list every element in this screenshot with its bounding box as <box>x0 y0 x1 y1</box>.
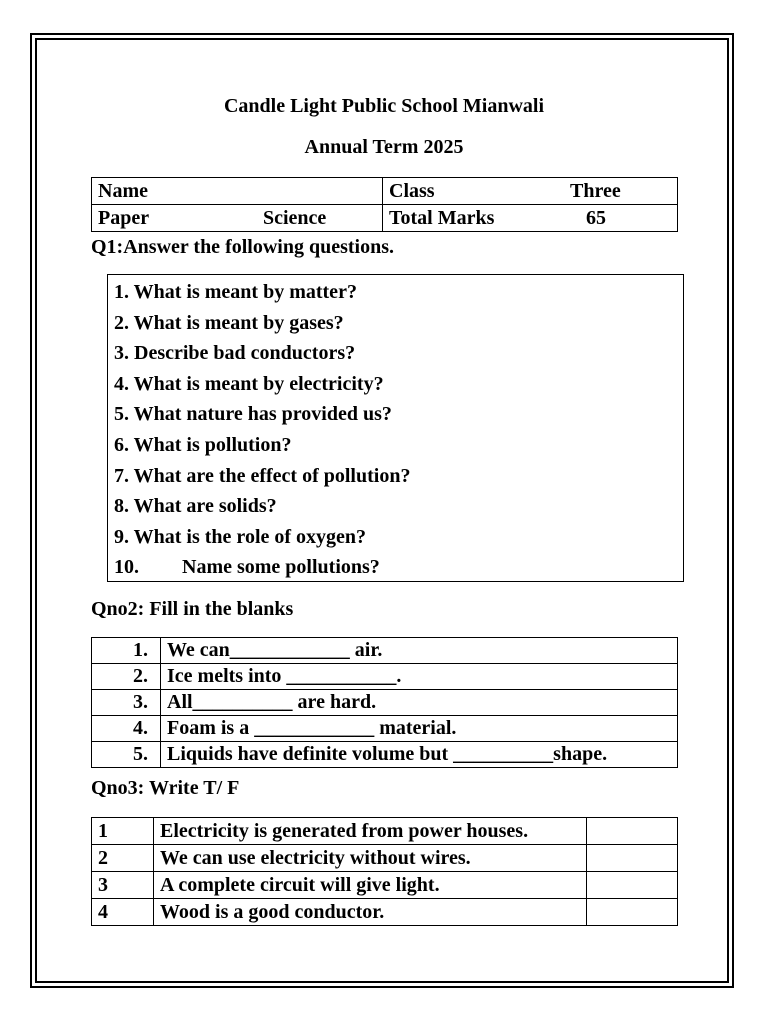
student-info-table <box>91 177 678 232</box>
question-text: Foam is a ____________ material. <box>161 716 678 742</box>
question-number: 1. <box>114 281 129 303</box>
paper-value: Science <box>263 207 327 229</box>
table-row <box>92 818 678 845</box>
table-row <box>92 716 678 742</box>
list-item <box>114 277 683 308</box>
question-number: 7. <box>114 464 129 487</box>
list-item <box>114 491 683 522</box>
class-label: Class <box>389 180 435 202</box>
table-row <box>92 742 678 768</box>
q1-question-box <box>107 274 684 582</box>
q2-heading: Qno2: Fill in the blanks <box>91 598 294 620</box>
question-number: 3. <box>114 342 129 365</box>
true-false-table <box>91 817 678 926</box>
question-number: 4 <box>92 899 154 926</box>
question-number: 5. <box>92 742 161 768</box>
marks-label: Total Marks <box>389 207 495 229</box>
question-text: Ice melts into ___________. <box>161 664 678 690</box>
list-item <box>114 308 683 339</box>
question-text: What is meant by electricity? <box>129 372 384 395</box>
answer-cell <box>587 845 678 872</box>
answer-cell <box>587 818 678 845</box>
question-text: What is the role of oxygen? <box>129 525 367 548</box>
question-text: Liquids have definite volume but __________shape. <box>161 742 678 768</box>
list-item <box>114 552 683 583</box>
paper-cell <box>92 205 383 232</box>
class-cell <box>383 178 678 205</box>
paper-label: Paper <box>98 207 150 229</box>
answer-cell <box>587 872 678 899</box>
question-number: 1. <box>92 638 161 664</box>
question-number: 5. <box>114 403 129 426</box>
table-row <box>92 899 678 926</box>
list-item <box>114 430 683 461</box>
question-number: 2 <box>92 845 154 872</box>
question-number: 4. <box>92 716 161 742</box>
q1-heading: Q1:Answer the following questions. <box>91 236 394 258</box>
question-text: What nature has provided us? <box>129 403 392 426</box>
question-text: All__________ are hard. <box>161 690 678 716</box>
question-number: 9. <box>114 525 129 548</box>
question-text: Describe bad conductors? <box>129 342 356 365</box>
question-number: 2. <box>92 664 161 690</box>
question-text: We can____________ air. <box>161 638 678 664</box>
table-row <box>92 664 678 690</box>
table-row <box>92 690 678 716</box>
question-number: 4. <box>114 372 129 395</box>
question-number: 8. <box>114 495 129 518</box>
question-text: What are solids? <box>129 495 277 518</box>
school-name: Candle Light Public School Mianwali <box>223 95 545 117</box>
name-label: Name <box>98 180 148 202</box>
list-item <box>114 399 683 430</box>
exam-term: Annual Term 2025 <box>304 136 464 158</box>
list-item <box>114 522 683 553</box>
question-number: 10. <box>114 556 139 579</box>
marks-value: 65 <box>586 207 606 229</box>
table-row <box>92 638 678 664</box>
info-row <box>92 205 678 232</box>
question-text: We can use electricity without wires. <box>154 845 587 872</box>
question-number: 3 <box>92 872 154 899</box>
fill-blanks-table <box>91 637 678 768</box>
question-number: 3. <box>92 690 161 716</box>
table-row <box>92 845 678 872</box>
question-text: Wood is a good conductor. <box>154 899 587 926</box>
q3-heading: Qno3: Write T/ F <box>91 777 240 799</box>
answer-cell <box>587 899 678 926</box>
question-number: 2. <box>114 311 129 334</box>
question-text: What is pollution? <box>129 433 292 456</box>
question-text: What are the effect of pollution? <box>129 464 411 487</box>
class-value: Three <box>570 180 621 202</box>
question-text: What is meant by gases? <box>129 311 344 334</box>
question-text: What is meant by matter? <box>129 281 357 303</box>
info-row <box>92 178 678 205</box>
question-text: A complete circuit will give light. <box>154 872 587 899</box>
question-number: 6. <box>114 433 129 456</box>
question-text: Electricity is generated from power houses. <box>154 818 587 845</box>
question-text: Name some pollutions? <box>182 556 380 579</box>
question-number: 1 <box>92 818 154 845</box>
list-item <box>114 461 683 492</box>
list-item <box>114 369 683 400</box>
marks-cell <box>383 205 678 232</box>
table-row <box>92 872 678 899</box>
name-cell <box>92 178 383 205</box>
list-item <box>114 338 683 369</box>
